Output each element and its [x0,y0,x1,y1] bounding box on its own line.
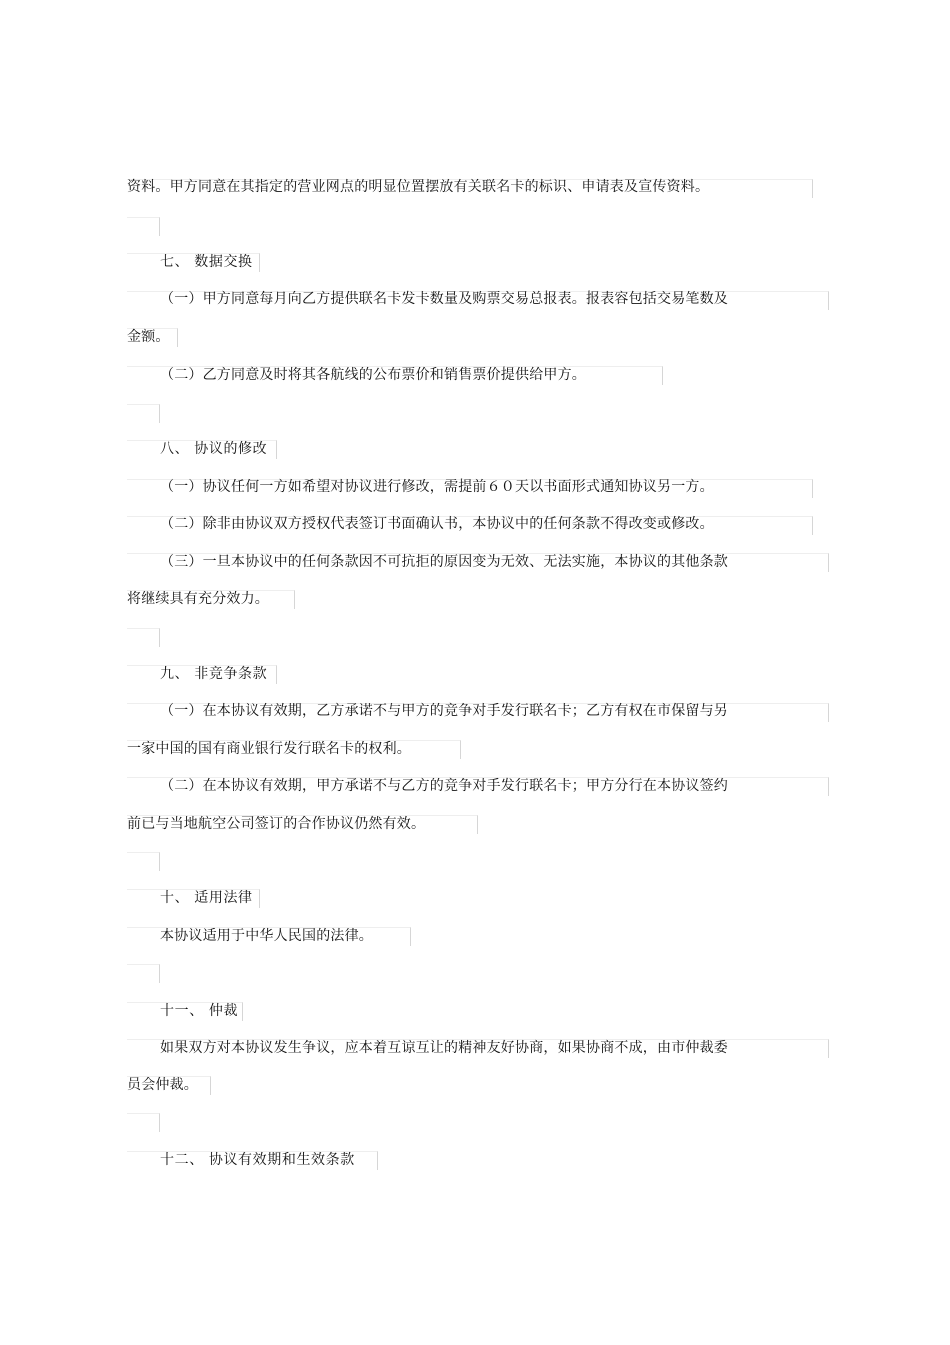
clause-10-body: 本协议适用于中华人民国的法律。 [160,928,373,944]
clause-7-1: （一）甲方同意每月向乙方提供联名卡发卡数量及购票交易总报表。报表容包括交易笔数及 [160,291,728,307]
section-heading-8: 八、 协议的修改 [160,441,268,457]
clause-11-body-continuation: 员会仲裁。 [127,1077,198,1093]
layout-mark [127,628,160,647]
layout-mark [127,404,160,423]
clause-9-1-continuation: 一家中国的国有商业银行发行联名卡的权利。 [127,741,411,757]
clause-8-3-continuation: 将继续具有充分效力。 [127,591,269,607]
section-heading-11: 十一、 仲裁 [160,1003,239,1019]
layout-mark [127,1113,160,1132]
clause-9-2: （二）在本协议有效期，甲方承诺不与乙方的竞争对手发行联名卡；甲方分行在本协议签约 [160,778,728,794]
clause-8-2: （二）除非由协议双方授权代表签订书面确认书，本协议中的任何条款不得改变或修改。 [160,516,714,532]
layout-mark [127,852,160,871]
paragraph-continuation: 资料。甲方同意在其指定的营业网点的明显位置摆放有关联名卡的标识、申请表及宣传资料。 [127,179,710,195]
section-heading-12: 十二、 协议有效期和生效条款 [160,1152,355,1168]
layout-mark [127,964,160,983]
section-heading-10: 十、 适用法律 [160,890,253,906]
section-heading-7: 七、 数据交换 [160,254,253,270]
clause-9-2-continuation: 前已与当地航空公司签订的合作协议仍然有效。 [127,816,426,832]
section-heading-9: 九、 非竞争条款 [160,666,268,682]
clause-11-body: 如果双方对本协议发生争议，应本着互谅互让的精神友好协商，如果协商不成，由市仲裁委 [160,1040,728,1056]
layout-mark [127,217,160,236]
clause-7-2: （二）乙方同意及时将其各航线的公布票价和销售票价提供给甲方。 [160,367,586,383]
clause-8-1: （一）协议任何一方如希望对协议进行修改，需提前６０天以书面形式通知协议另一方。 [160,479,714,495]
clause-8-3: （三）一旦本协议中的任何条款因不可抗拒的原因变为无效、无法实施，本协议的其他条款 [160,554,728,570]
clause-9-1: （一）在本协议有效期，乙方承诺不与甲方的竞争对手发行联名卡；乙方有权在市保留与另 [160,703,728,719]
clause-7-1-continuation: 金额。 [127,329,170,345]
